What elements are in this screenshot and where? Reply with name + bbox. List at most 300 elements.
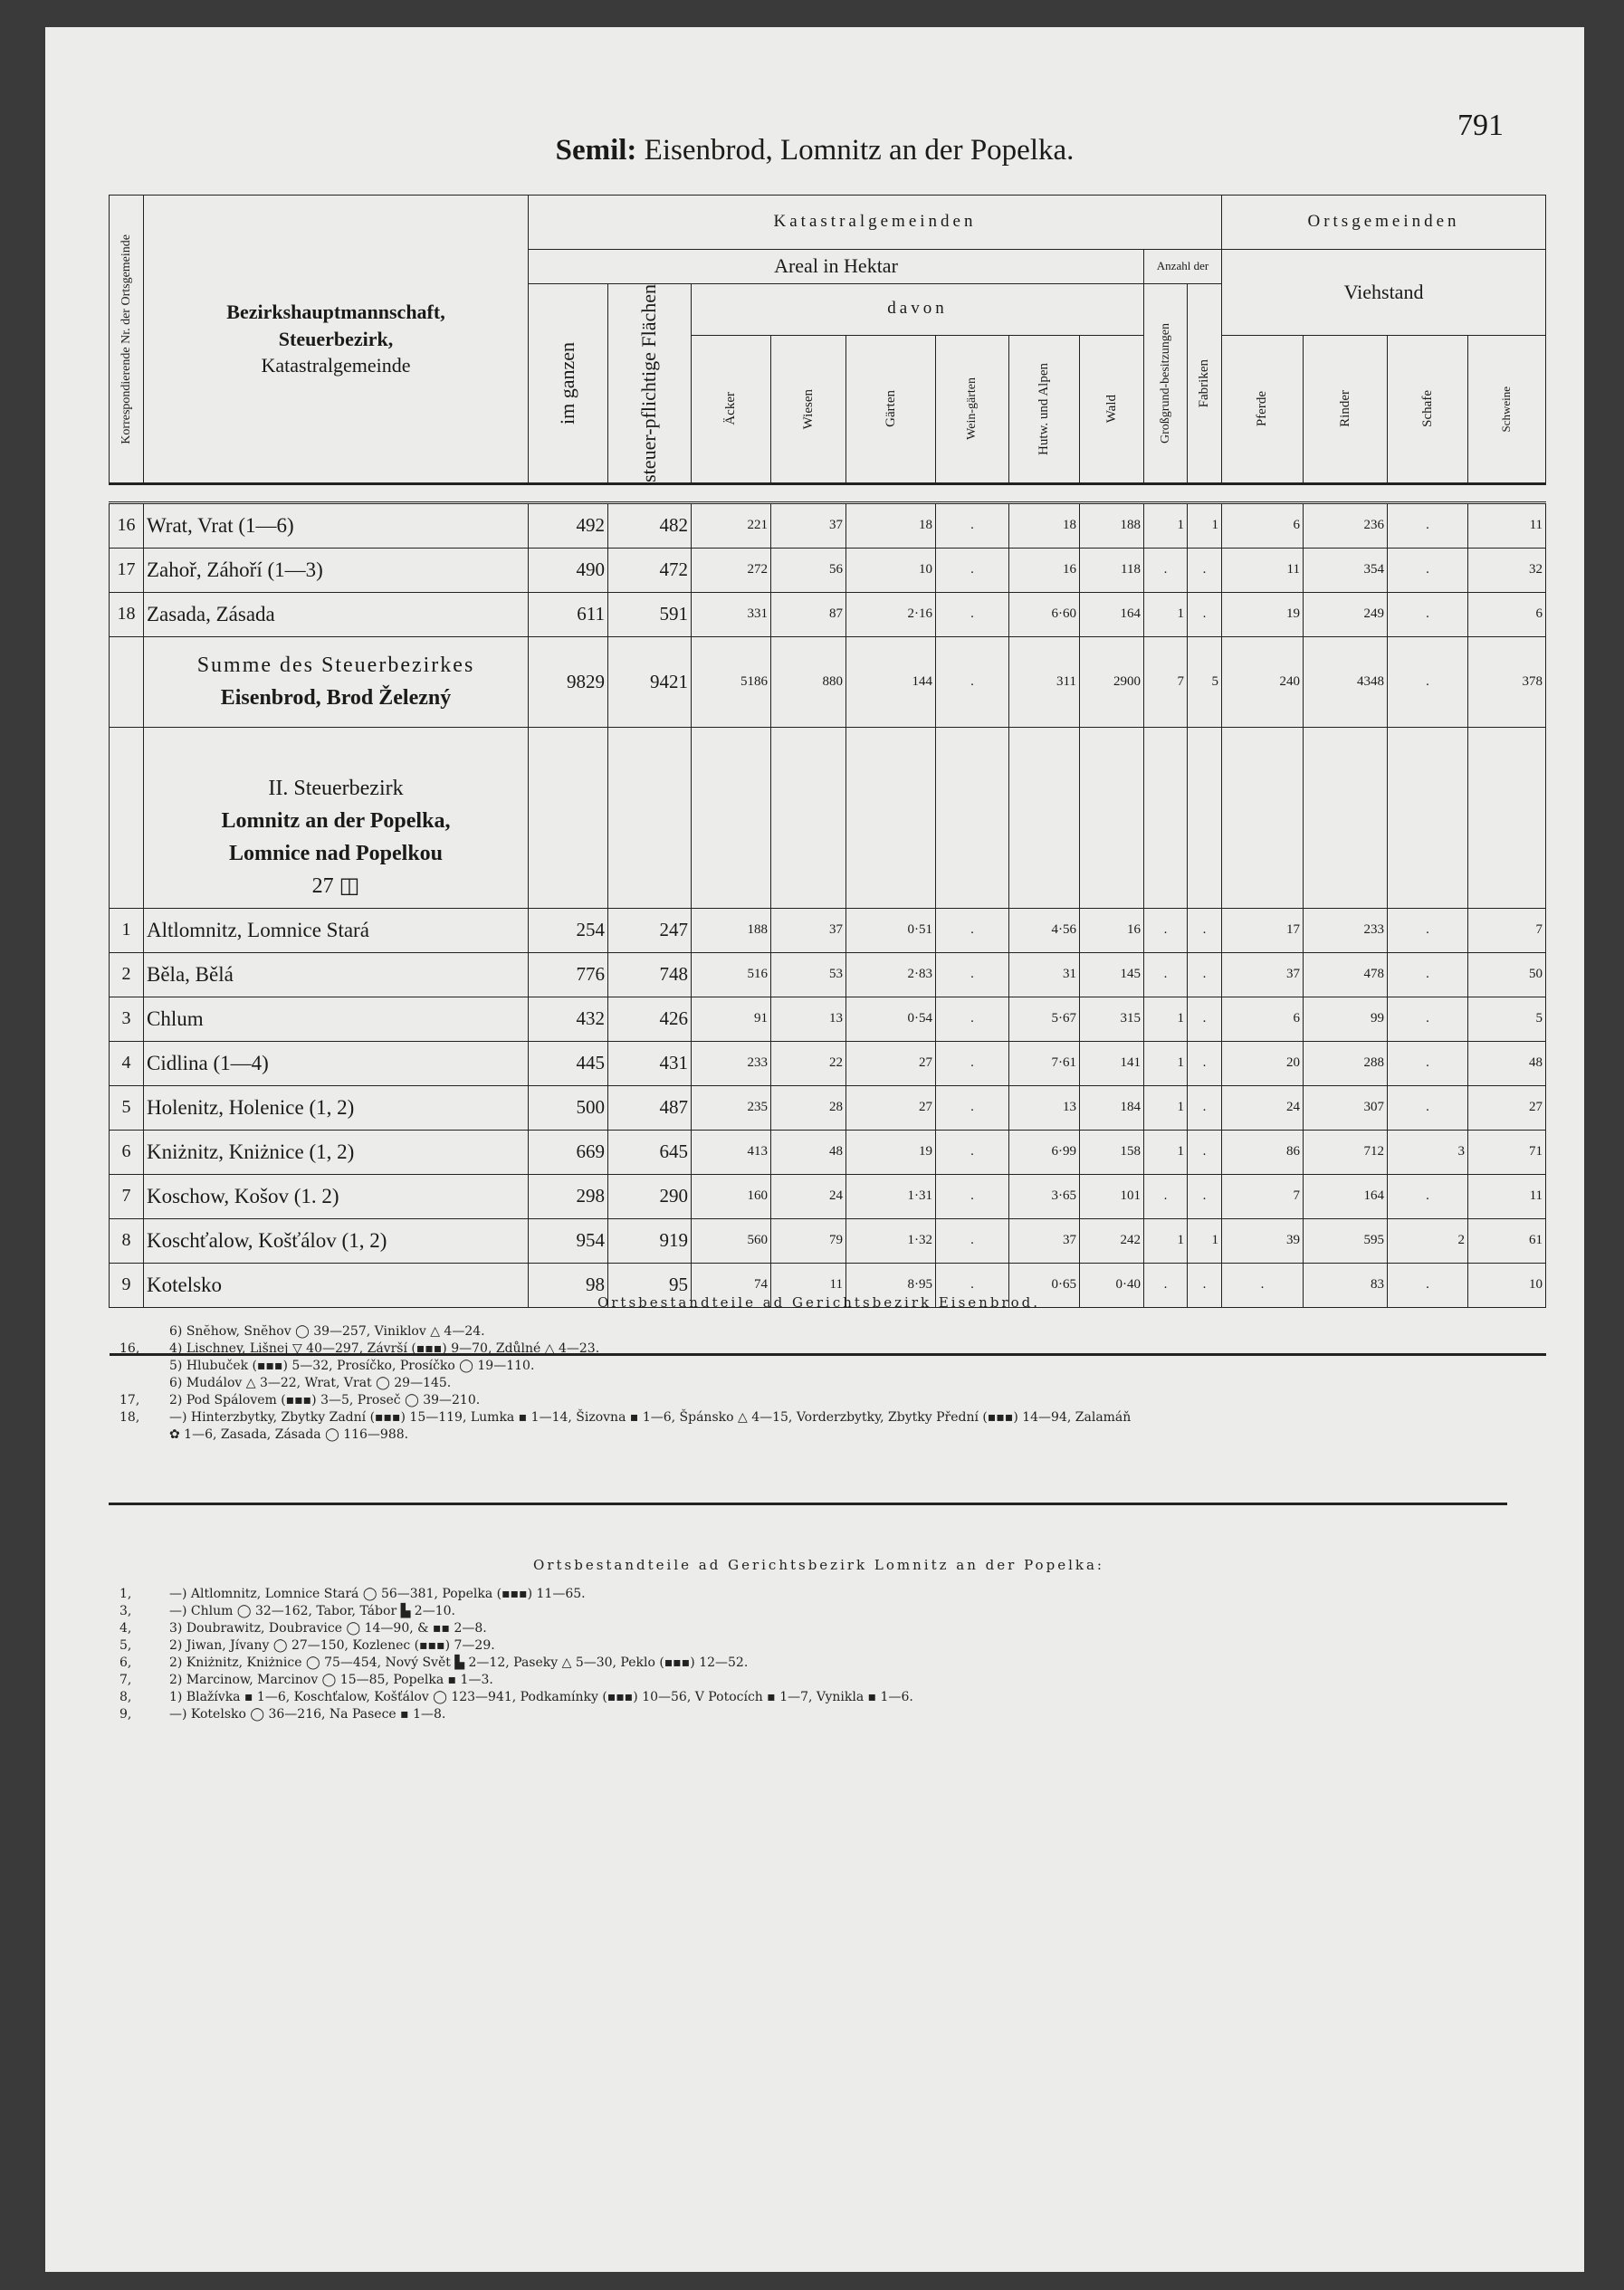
cell-value: . <box>1388 997 1468 1041</box>
row-number: 8 <box>110 1218 144 1263</box>
note-text: 1) Blažívka ▪ 1—6, Koschťalow, Košťálov ◯ 123—941, Podkamínky (▪▪▪) 10—56, V Potocích ▪ 1—7, Vynikla ▪ 1—6. <box>169 1690 913 1704</box>
cell-value: 315 <box>1080 997 1144 1041</box>
cell-value: . <box>1144 952 1188 997</box>
municipality-name: Zasada, Zásada <box>144 592 529 636</box>
cell-value: 56 <box>771 548 846 592</box>
cell-value: . <box>936 1218 1009 1263</box>
row-number: 3 <box>110 997 144 1041</box>
municipality-name: Běla, Bělá <box>144 952 529 997</box>
summe-value: 5186 <box>692 636 771 727</box>
cell-value: 8·95 <box>846 1263 936 1307</box>
municipality-name: Kotelsko <box>144 1263 529 1307</box>
cell-value: 235 <box>692 1085 771 1130</box>
summe-value: 311 <box>1009 636 1080 727</box>
table-row <box>110 1085 1546 1130</box>
cell-value: 39 <box>1222 1218 1304 1263</box>
cell-value: 31 <box>1009 952 1080 997</box>
cell-value: 18 <box>1009 502 1080 548</box>
row-number: 2 <box>110 952 144 997</box>
table-row <box>110 952 1546 997</box>
cell-value: 19 <box>846 1130 936 1174</box>
row-number: 9 <box>110 1263 144 1307</box>
cell-value: . <box>936 592 1009 636</box>
municipality-name: Chlum <box>144 997 529 1041</box>
cell-value: 242 <box>1080 1218 1144 1263</box>
note-line <box>119 1323 1518 1341</box>
summe-value: 144 <box>846 636 936 727</box>
statistics-table <box>109 195 1546 1356</box>
cell-value: 1 <box>1144 997 1188 1041</box>
cell-value: 101 <box>1080 1174 1144 1218</box>
summe-value: 378 <box>1468 636 1546 727</box>
title-bold: Semil: <box>555 134 637 167</box>
summe-value: 4348 <box>1304 636 1388 727</box>
summe-value: 240 <box>1222 636 1304 727</box>
header-wiesen: Wiesen <box>771 335 846 483</box>
note-text: —) Hinterzbytky, Zbytky Zadní (▪▪▪) 15—119, Lumka ▪ 1—14, Šizovna ▪ 1—6, Špánsko △ 4—15, Vorderzbytky, Zbytky Přední (▪▪▪) 14—94, Zalamáň <box>169 1410 1132 1425</box>
cell-value: 221 <box>692 502 771 548</box>
cell-value: 6·60 <box>1009 592 1080 636</box>
cell-value: 19 <box>1222 592 1304 636</box>
summe-value: . <box>1388 636 1468 727</box>
header-gaerten: Gärten <box>846 335 936 483</box>
cell-value: 482 <box>608 502 692 548</box>
note-text: 2) Marcinow, Marcinov ◯ 15—85, Popelka ▪ 1—3. <box>169 1673 493 1687</box>
cell-value: 10 <box>846 548 936 592</box>
cell-value: 1 <box>1144 1218 1188 1263</box>
cell-value: . <box>936 997 1009 1041</box>
cell-value: 645 <box>608 1130 692 1174</box>
cell-value: 145 <box>1080 952 1144 997</box>
divider <box>109 1503 1507 1505</box>
note-number: 3, <box>119 1604 132 1618</box>
group-heading-lomnitz: II. Steuerbezirk Lomnitz an der Popelka, Lomnice nad Popelkou 27 ◫ <box>144 727 529 908</box>
cell-value: 5 <box>1468 997 1546 1041</box>
cell-value: 95 <box>608 1263 692 1307</box>
cell-value: 24 <box>1222 1085 1304 1130</box>
cell-value: 11 <box>1468 1174 1546 1218</box>
header-fabriken: Fabriken <box>1188 284 1222 484</box>
cell-value: . <box>1188 1041 1222 1085</box>
cell-value: 99 <box>1304 997 1388 1041</box>
cell-value: 472 <box>608 548 692 592</box>
cell-value: 188 <box>692 908 771 952</box>
cell-value: 13 <box>1009 1085 1080 1130</box>
note-number <box>119 1323 169 1341</box>
cell-value: 74 <box>692 1263 771 1307</box>
cell-value: 3·65 <box>1009 1174 1080 1218</box>
summe-label: Summe des Steuerbezirkes Eisenbrod, Brod Železný <box>144 636 529 727</box>
cell-value: 11 <box>1222 548 1304 592</box>
cell-value: . <box>1388 502 1468 548</box>
summe-value: 9829 <box>529 636 608 727</box>
cell-value: . <box>936 1263 1009 1307</box>
cell-value: 3 <box>1388 1130 1468 1174</box>
note-text: 5) Hlubuček (▪▪▪) 5—32, Prosíčko, Prosíčko ◯ 19—110. <box>169 1359 535 1373</box>
cell-value: 431 <box>608 1041 692 1085</box>
cell-value: . <box>1388 1041 1468 1085</box>
cell-value: 1 <box>1188 502 1222 548</box>
note-text: —) Chlum ◯ 32—162, Tabor, Tábor ▙ 2—10. <box>169 1604 455 1618</box>
cell-value: 249 <box>1304 592 1388 636</box>
note-line <box>119 1341 1518 1358</box>
cell-value: 71 <box>1468 1130 1546 1174</box>
summe-section <box>110 636 1546 908</box>
header-steuerpflichtig: steuer-pflichtige Flächen <box>608 284 692 484</box>
cell-value: . <box>936 1041 1009 1085</box>
cell-value: 1 <box>1144 1085 1188 1130</box>
cell-value: . <box>1144 548 1188 592</box>
cell-value: 560 <box>692 1218 771 1263</box>
cell-value: 22 <box>771 1041 846 1085</box>
cell-value: . <box>1188 1263 1222 1307</box>
cell-value: 27 <box>846 1041 936 1085</box>
summe-value: 7 <box>1144 636 1188 727</box>
cell-value: . <box>1144 1263 1188 1307</box>
table-row <box>110 502 1546 548</box>
cell-value: 6 <box>1222 502 1304 548</box>
notes-heading: Ortsbestandteile ad Gerichtsbezirk Eisenbrod. <box>597 1294 1041 1311</box>
cell-value: 6 <box>1222 997 1304 1041</box>
table-row <box>110 1130 1546 1174</box>
note-number <box>119 1358 169 1375</box>
cell-value: 413 <box>692 1130 771 1174</box>
header-district: Bezirkshauptmannschaft, Steuerbezirk, Katastralgemeinde <box>144 196 529 484</box>
note-text: 6) Mudálov △ 3—22, Wrat, Vrat ◯ 29—145. <box>169 1376 452 1390</box>
municipality-name: Wrat, Vrat (1—6) <box>144 502 529 548</box>
cell-value: 1·32 <box>846 1218 936 1263</box>
summe-value: 2900 <box>1080 636 1144 727</box>
cell-value: 32 <box>1468 548 1546 592</box>
cell-value: 28 <box>771 1085 846 1130</box>
row-number: 5 <box>110 1085 144 1130</box>
note-line <box>119 1689 1518 1706</box>
cell-value: 48 <box>771 1130 846 1174</box>
cell-value: . <box>936 1085 1009 1130</box>
note-text: —) Altlomnitz, Lomnice Stará ◯ 56—381, Popelka (▪▪▪) 11—65. <box>169 1587 586 1601</box>
header-schafe: Schafe <box>1388 335 1468 483</box>
cell-value: 233 <box>1304 908 1388 952</box>
cell-value: 445 <box>529 1041 608 1085</box>
cell-value: 2·83 <box>846 952 936 997</box>
cell-value: 11 <box>1468 502 1546 548</box>
cell-value: 354 <box>1304 548 1388 592</box>
cell-value: 288 <box>1304 1041 1388 1085</box>
header-nr: Korrespondierende Nr. der Ortsgemeinde <box>110 196 144 484</box>
cell-value: 118 <box>1080 548 1144 592</box>
note-line <box>119 1603 1518 1620</box>
cell-value: 516 <box>692 952 771 997</box>
cell-value: 158 <box>1080 1130 1144 1174</box>
header-areal: Areal in Hektar <box>529 250 1144 284</box>
cell-value: 272 <box>692 548 771 592</box>
cell-value: 748 <box>608 952 692 997</box>
cell-value: 98 <box>529 1263 608 1307</box>
note-text: 4) Lischney, Lišnej ▽ 40—297, Závrší (▪▪▪) 9—70, Zdůlné △ 4—23. <box>169 1341 600 1356</box>
municipality-name: Altlomnitz, Lomnice Stará <box>144 908 529 952</box>
cell-value: 254 <box>529 908 608 952</box>
row-number: 18 <box>110 592 144 636</box>
cell-value: . <box>936 1174 1009 1218</box>
cell-value: 954 <box>529 1218 608 1263</box>
cell-value: 331 <box>692 592 771 636</box>
row-number: 6 <box>110 1130 144 1174</box>
cell-value: . <box>1388 1174 1468 1218</box>
notes-heading: Ortsbestandteile ad Gerichtsbezirk Lomnitz an der Popelka: <box>533 1557 1104 1573</box>
cell-value: . <box>1388 908 1468 952</box>
notes-lomnitz <box>119 1557 1518 1723</box>
cell-value: 478 <box>1304 952 1388 997</box>
note-number: 16, <box>119 1341 140 1356</box>
table-row <box>110 997 1546 1041</box>
note-number: 6, <box>119 1655 132 1670</box>
cell-value: . <box>1188 1130 1222 1174</box>
cell-value: 290 <box>608 1174 692 1218</box>
cell-value: 18 <box>846 502 936 548</box>
cell-value: 164 <box>1304 1174 1388 1218</box>
header-katastral: Katastralgemeinden <box>529 196 1222 250</box>
note-number: 8, <box>119 1690 132 1704</box>
note-line <box>119 1706 1518 1723</box>
cell-value: 776 <box>529 952 608 997</box>
cell-value: 37 <box>1222 952 1304 997</box>
note-line <box>119 1358 1518 1375</box>
cell-value: 247 <box>608 908 692 952</box>
cell-value: 1 <box>1188 1218 1222 1263</box>
note-line <box>119 1655 1518 1672</box>
cell-value: 432 <box>529 997 608 1041</box>
note-number <box>119 1426 169 1444</box>
note-number: 5, <box>119 1638 132 1653</box>
row-number: 17 <box>110 548 144 592</box>
cell-value: 164 <box>1080 592 1144 636</box>
cell-value: . <box>1144 1174 1188 1218</box>
cell-value: 307 <box>1304 1085 1388 1130</box>
cell-value: 591 <box>608 592 692 636</box>
municipality-name: Zahoř, Záhoří (1—3) <box>144 548 529 592</box>
cell-value: 500 <box>529 1085 608 1130</box>
cell-value: 50 <box>1468 952 1546 997</box>
header-wald: Wald <box>1080 335 1144 483</box>
cell-value: 7 <box>1468 908 1546 952</box>
cell-value: 10 <box>1468 1263 1546 1307</box>
cell-value: 487 <box>608 1085 692 1130</box>
cell-value: 11 <box>771 1263 846 1307</box>
municipality-name: Kniżnitz, Kniżnice (1, 2) <box>144 1130 529 1174</box>
cell-value: 1 <box>1144 1041 1188 1085</box>
note-line <box>119 1672 1518 1689</box>
table-body-eisenbrod <box>110 502 1546 636</box>
cell-value: . <box>936 502 1009 548</box>
note-number: 1, <box>119 1587 132 1601</box>
cell-value: 611 <box>529 592 608 636</box>
cell-value: . <box>1188 592 1222 636</box>
page-number: 791 <box>1457 109 1504 142</box>
cell-value: 16 <box>1080 908 1144 952</box>
cell-value: 1 <box>1144 1130 1188 1174</box>
cell-value: 24 <box>771 1174 846 1218</box>
cell-value: . <box>1388 1085 1468 1130</box>
cell-value: 160 <box>692 1174 771 1218</box>
header-im-ganzen: im ganzen <box>529 284 608 484</box>
row-number: 7 <box>110 1174 144 1218</box>
cell-value: 141 <box>1080 1041 1144 1085</box>
cell-value: 4·56 <box>1009 908 1080 952</box>
note-text: 6) Snĕhow, Snĕhov ◯ 39—257, Viniklov △ 4—24. <box>169 1324 485 1339</box>
cell-value: 712 <box>1304 1130 1388 1174</box>
cell-value: 48 <box>1468 1041 1546 1085</box>
header-davon: davon <box>692 284 1144 336</box>
cell-value: . <box>1222 1263 1304 1307</box>
header-rinder: Rinder <box>1304 335 1388 483</box>
cell-value: 492 <box>529 502 608 548</box>
header-pferde: Pferde <box>1222 335 1304 483</box>
note-number: 18, <box>119 1410 140 1425</box>
summe-value: 880 <box>771 636 846 727</box>
note-number <box>119 1375 169 1392</box>
header-weingaerten: Wein-gärten <box>936 335 1009 483</box>
cell-value: . <box>936 548 1009 592</box>
cell-value: 236 <box>1304 502 1388 548</box>
note-line <box>119 1637 1518 1655</box>
cell-value: . <box>936 952 1009 997</box>
cell-value: 490 <box>529 548 608 592</box>
cell-value: 426 <box>608 997 692 1041</box>
cell-value: 233 <box>692 1041 771 1085</box>
cell-value: 0·65 <box>1009 1263 1080 1307</box>
header-schweine: Schweine <box>1468 335 1546 483</box>
table-row <box>110 908 1546 952</box>
note-text: —) Kotelsko ◯ 36—216, Na Pasece ▪ 1—8. <box>169 1707 446 1722</box>
cell-value: 2·16 <box>846 592 936 636</box>
document-page <box>45 27 1584 2272</box>
summe-value: 5 <box>1188 636 1222 727</box>
cell-value: 20 <box>1222 1041 1304 1085</box>
table-row <box>110 592 1546 636</box>
header-grossgrund: Großgrund-besitzungen <box>1144 284 1188 484</box>
summe-value: 9421 <box>608 636 692 727</box>
municipality-name: Koschťalow, Košťálov (1, 2) <box>144 1218 529 1263</box>
cell-value: 37 <box>771 908 846 952</box>
note-line <box>119 1586 1518 1603</box>
cell-value: 0·40 <box>1080 1263 1144 1307</box>
cell-value: 27 <box>846 1085 936 1130</box>
table-row <box>110 548 1546 592</box>
table-row <box>110 1218 1546 1263</box>
row-number: 16 <box>110 502 144 548</box>
note-number: 9, <box>119 1707 132 1722</box>
note-line <box>119 1620 1518 1637</box>
cell-value: 188 <box>1080 502 1144 548</box>
municipality-name: Koschow, Košov (1. 2) <box>144 1174 529 1218</box>
cell-value: 1 <box>1144 502 1188 548</box>
cell-value: 0·54 <box>846 997 936 1041</box>
cell-value: . <box>1144 908 1188 952</box>
note-line <box>119 1426 1518 1444</box>
cell-value: 184 <box>1080 1085 1144 1130</box>
table-row <box>110 1174 1546 1218</box>
cell-value: 6·99 <box>1009 1130 1080 1174</box>
cell-value: 16 <box>1009 548 1080 592</box>
cell-value: 91 <box>692 997 771 1041</box>
cell-value: . <box>1188 908 1222 952</box>
cell-value: . <box>1388 1263 1468 1307</box>
header-ortsgemeinden: Ortsgemeinden <box>1222 196 1546 250</box>
cell-value: . <box>1388 548 1468 592</box>
note-text: 2) Pod Spálovem (▪▪▪) 3—5, Proseč ◯ 39—210. <box>169 1393 481 1407</box>
cell-value: 0·51 <box>846 908 936 952</box>
header-aecker: Äcker <box>692 335 771 483</box>
row-number: 4 <box>110 1041 144 1085</box>
cell-value: 1·31 <box>846 1174 936 1218</box>
note-text: 3) Doubrawitz, Doubravice ◯ 14—90, & ▪▪ 2—8. <box>169 1621 487 1636</box>
header-viehstand: Viehstand <box>1222 250 1546 336</box>
cell-value: . <box>1188 548 1222 592</box>
cell-value: 669 <box>529 1130 608 1174</box>
cell-value: 53 <box>771 952 846 997</box>
header-anzahl: Anzahl der <box>1144 250 1222 284</box>
cell-value: . <box>936 1130 1009 1174</box>
cell-value: 298 <box>529 1174 608 1218</box>
cell-value: . <box>1388 952 1468 997</box>
municipality-name: Cidlina (1—4) <box>144 1041 529 1085</box>
cell-value: . <box>1188 952 1222 997</box>
note-text: 2) Jiwan, Jívany ◯ 27—150, Kozlenec (▪▪▪) 7—29. <box>169 1638 495 1653</box>
cell-value: 87 <box>771 592 846 636</box>
cell-value: 17 <box>1222 908 1304 952</box>
cell-value: 37 <box>771 502 846 548</box>
notes-eisenbrod <box>119 1294 1518 1444</box>
cell-value: 2 <box>1388 1218 1468 1263</box>
cell-value: 37 <box>1009 1218 1080 1263</box>
cell-value: 919 <box>608 1218 692 1263</box>
table-body-lomnitz <box>110 908 1546 1307</box>
cell-value: 6 <box>1468 592 1546 636</box>
cell-value: 5·67 <box>1009 997 1080 1041</box>
cell-value: 79 <box>771 1218 846 1263</box>
cell-value: . <box>1188 1174 1222 1218</box>
cell-value: 13 <box>771 997 846 1041</box>
cell-value: 61 <box>1468 1218 1546 1263</box>
cell-value: . <box>1188 997 1222 1041</box>
cell-value: . <box>1188 1085 1222 1130</box>
cell-value: 595 <box>1304 1218 1388 1263</box>
cell-value: 1 <box>1144 592 1188 636</box>
title-rest: Eisenbrod, Lomnitz an der Popelka. <box>644 134 1075 167</box>
table-row <box>110 1041 1546 1085</box>
note-text: ✿ 1—6, Zasada, Zásada ◯ 116—988. <box>169 1427 409 1442</box>
page-title <box>45 134 1584 167</box>
cell-value: 86 <box>1222 1130 1304 1174</box>
cell-value: 7·61 <box>1009 1041 1080 1085</box>
note-number: 17, <box>119 1393 140 1407</box>
cell-value: . <box>1388 592 1468 636</box>
row-number: 1 <box>110 908 144 952</box>
note-line <box>119 1409 1518 1426</box>
cell-value: 83 <box>1304 1263 1388 1307</box>
cell-value: . <box>936 908 1009 952</box>
note-text: 2) Kniżnitz, Kniżnice ◯ 75—454, Nový Svět ▙ 2—12, Paseky △ 5—30, Peklo (▪▪▪) 12—52. <box>169 1655 749 1670</box>
note-number: 7, <box>119 1673 132 1687</box>
municipality-name: Holenitz, Holenice (1, 2) <box>144 1085 529 1130</box>
header-hutweiden: Hutw. und Alpen <box>1009 335 1080 483</box>
note-number: 4, <box>119 1621 132 1636</box>
summe-value: . <box>936 636 1009 727</box>
note-line <box>119 1375 1518 1392</box>
cell-value: 27 <box>1468 1085 1546 1130</box>
note-line <box>119 1392 1518 1409</box>
cell-value: 7 <box>1222 1174 1304 1218</box>
